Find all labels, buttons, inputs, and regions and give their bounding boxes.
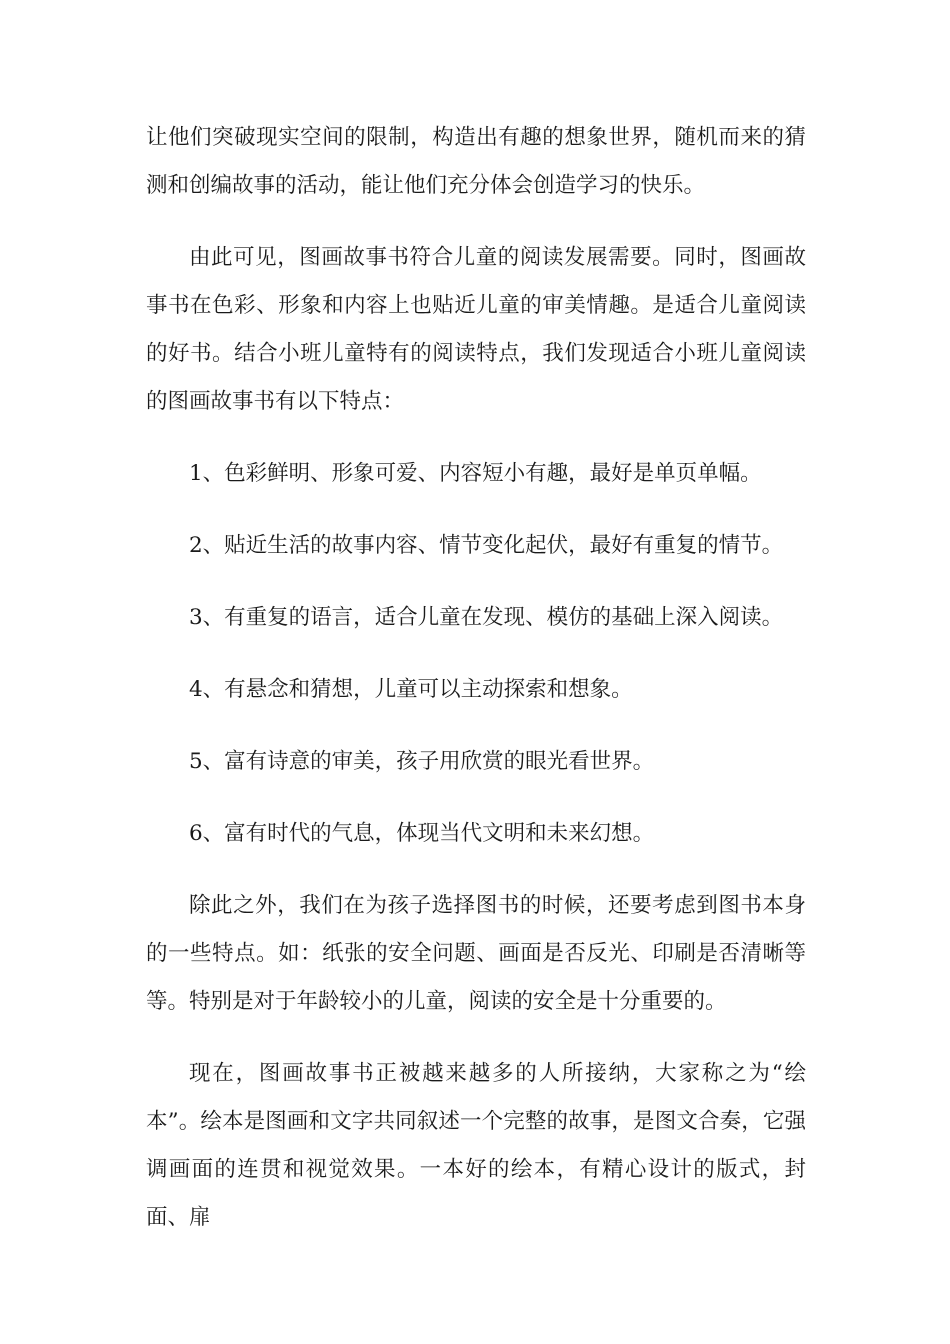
paragraph-picture-book-needs: 由此可见，图画故事书符合儿童的阅读发展需要。同时，图画故事书在色彩、形象和内容上也贴近儿童的审美情趣。是适合儿童阅读的好书。结合小班儿童特有的阅读特点，我们发现适合小班儿童阅读的图画故事书有以下特点： [146, 245, 806, 414]
list-item-5: 5、富有诗意的审美，孩子用欣赏的眼光看世界。 [189, 749, 655, 774]
list-item-6: 6、富有时代的气息，体现当代文明和未来幻想。 [189, 821, 655, 846]
paragraph-book-safety: 除此之外，我们在为孩子选择图书的时候，还要考虑到图书本身的一些特点。如：纸张的安全问题、画面是否反光、印刷是否清晰等等。特别是对于年龄较小的儿童，阅读的安全是十分重要的。 [146, 893, 806, 1014]
list-item-3: 3、有重复的语言，适合儿童在发现、模仿的基础上深入阅读。 [189, 605, 784, 630]
paragraph-continuation: 让他们突破现实空间的限制，构造出有趣的想象世界，随机而来的猜测和创编故事的活动，能让他们充分体会创造学习的快乐。 [146, 125, 806, 198]
paragraph-picture-book-definition: 现在，图画故事书正被越来越多的人所接纳，大家称之为“绘本”。绘本是图画和文字共同叙述一个完整的故事，是图文合奏，它强调画面的连贯和视觉效果。一本好的绘本，有精心设计的版式，封面、扉 [146, 1061, 806, 1230]
list-item-4: 4、有悬念和猜想，儿童可以主动探索和想象。 [189, 677, 633, 702]
list-item-1: 1、色彩鲜明、形象可爱、内容短小有趣，最好是单页单幅。 [189, 461, 762, 486]
document-body [146, 114, 806, 1266]
list-item-2: 2、贴近生活的故事内容、情节变化起伏，最好有重复的情节。 [189, 533, 784, 558]
